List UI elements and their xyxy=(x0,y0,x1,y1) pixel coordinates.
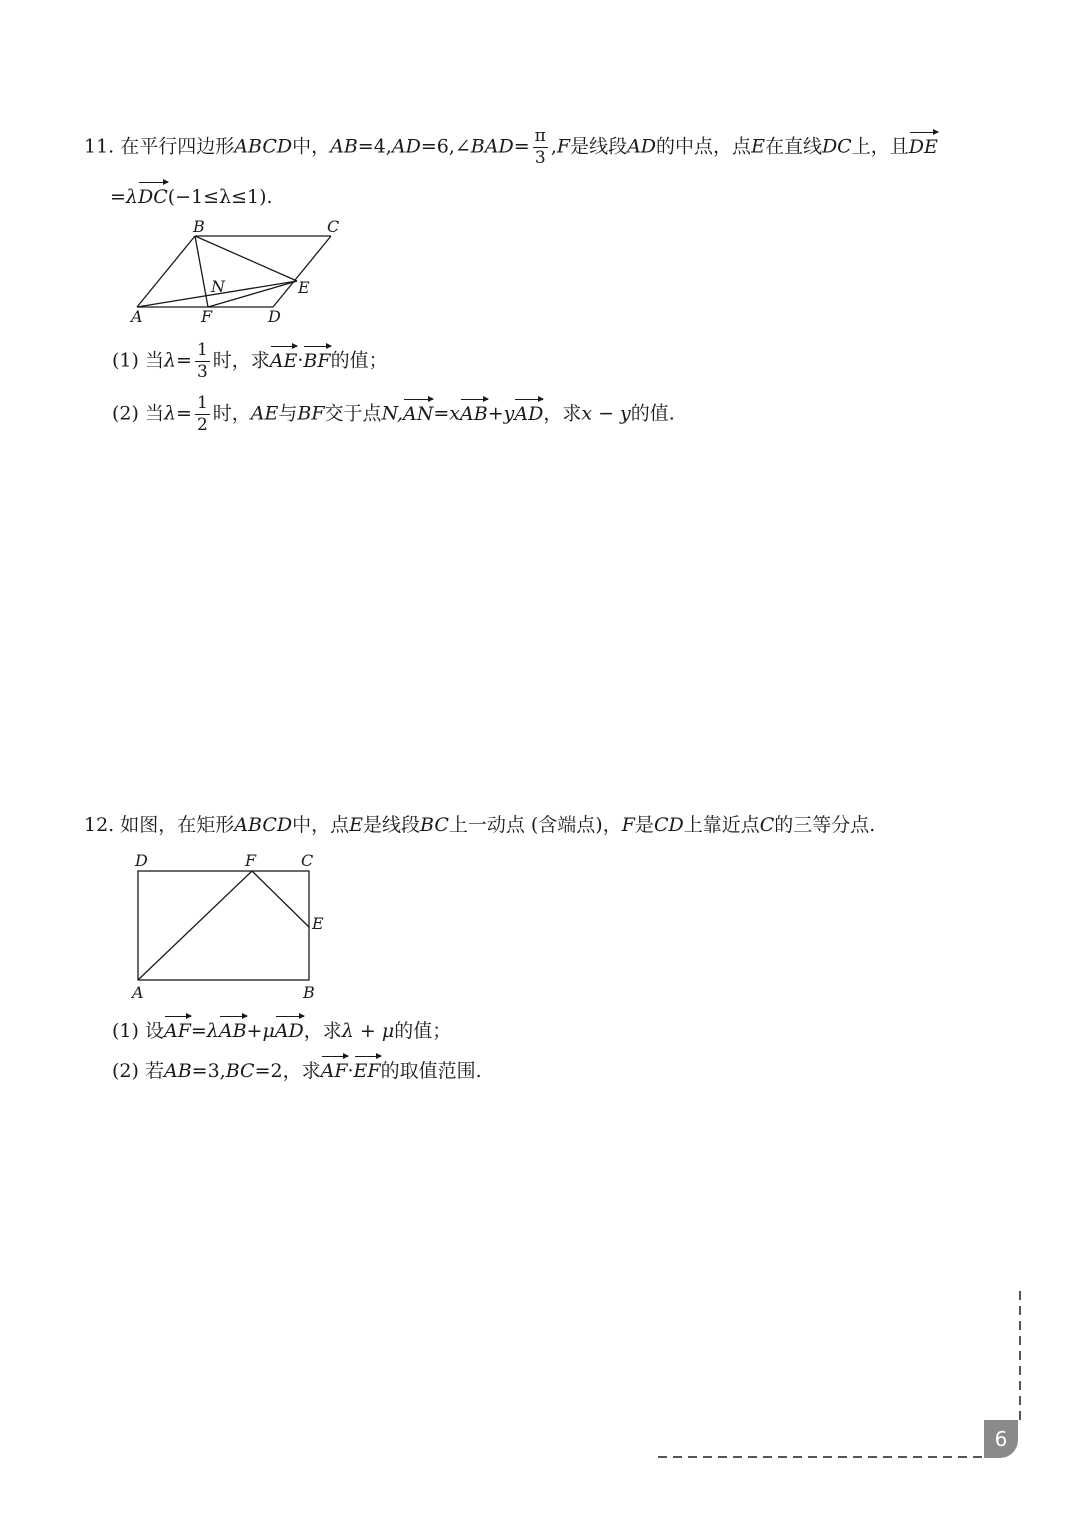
one-half-fraction: $\frac{1}{2}$ xyxy=(196,393,208,435)
vector-ad: AD xyxy=(514,397,543,427)
label-a: A xyxy=(131,307,143,326)
label-e: E xyxy=(298,278,310,297)
vector-bf: BF xyxy=(303,344,330,374)
label-e: E xyxy=(312,914,324,933)
segment-af xyxy=(138,871,252,980)
q12-stem: 12. 如图，在矩形ABCD中，点E是线段BC上一动点 (含端点)，F是CD上靠近点C的三等分点. xyxy=(84,814,876,836)
q11-part2: (2) 当λ= $\frac{1}{2}$ 时，AE与BF交于点N,AN=xAB+yAD，求x − y的值. xyxy=(112,393,675,435)
one-third-fraction: $\frac{1}{3}$ xyxy=(196,340,208,382)
q11-number: 11. xyxy=(84,135,115,158)
pi-over-3-fraction: $\frac{\pi}{3}$ xyxy=(534,126,546,168)
q12-rectangle-figure xyxy=(125,848,340,1006)
label-b: B xyxy=(193,217,205,236)
label-f: F xyxy=(245,851,257,870)
page-number-badge xyxy=(984,1420,1018,1458)
vector-ae: AE xyxy=(270,344,298,374)
label-c: C xyxy=(327,217,340,236)
label-b: B xyxy=(303,983,315,1002)
q11-stem-line1: 11. 在平行四边形ABCD中，AB=4,AD=6,∠BAD= $\frac{\pi}{3}$ ,F是线段AD的中点，点E在直线DC上，且DE xyxy=(84,126,938,168)
label-c: C xyxy=(301,851,314,870)
vector-dc: DC xyxy=(138,180,168,210)
q12-number: 12. xyxy=(84,814,115,836)
segment-fe xyxy=(252,871,309,927)
vector-de: DE xyxy=(909,130,938,160)
vector-an: AN xyxy=(403,397,433,427)
vector-af: AF xyxy=(321,1054,348,1084)
q12-part2: (2) 若AB=3,BC=2，求AF·EF的取值范围. xyxy=(112,1054,482,1084)
segment-ab xyxy=(137,236,195,307)
q11-part1: (1) 当λ= $\frac{1}{3}$ 时，求AE·BF的值； xyxy=(112,340,388,382)
label-d: D xyxy=(268,307,281,326)
vector-ab: AB xyxy=(219,1014,247,1044)
page-corner-dashed-border xyxy=(650,1285,1030,1475)
label-f: F xyxy=(201,307,213,326)
label-a: A xyxy=(132,983,144,1002)
label-n: N xyxy=(211,277,225,296)
label-d: D xyxy=(135,851,148,870)
page-number: 6 xyxy=(994,1427,1008,1451)
segment-be xyxy=(195,236,297,281)
vector-ab: AB xyxy=(460,397,488,427)
vector-ad: AD xyxy=(275,1014,304,1044)
rectangle-abcd xyxy=(138,871,309,980)
vector-ef: EF xyxy=(354,1054,381,1084)
vector-af: AF xyxy=(164,1014,191,1044)
q12-part1: (1) 设AF=λAB+μAD，求λ + μ的值； xyxy=(112,1014,451,1044)
q11-stem-line2: =λDC(−1≤λ≤1). xyxy=(110,180,273,210)
q11-parallelogram-figure xyxy=(125,215,355,330)
